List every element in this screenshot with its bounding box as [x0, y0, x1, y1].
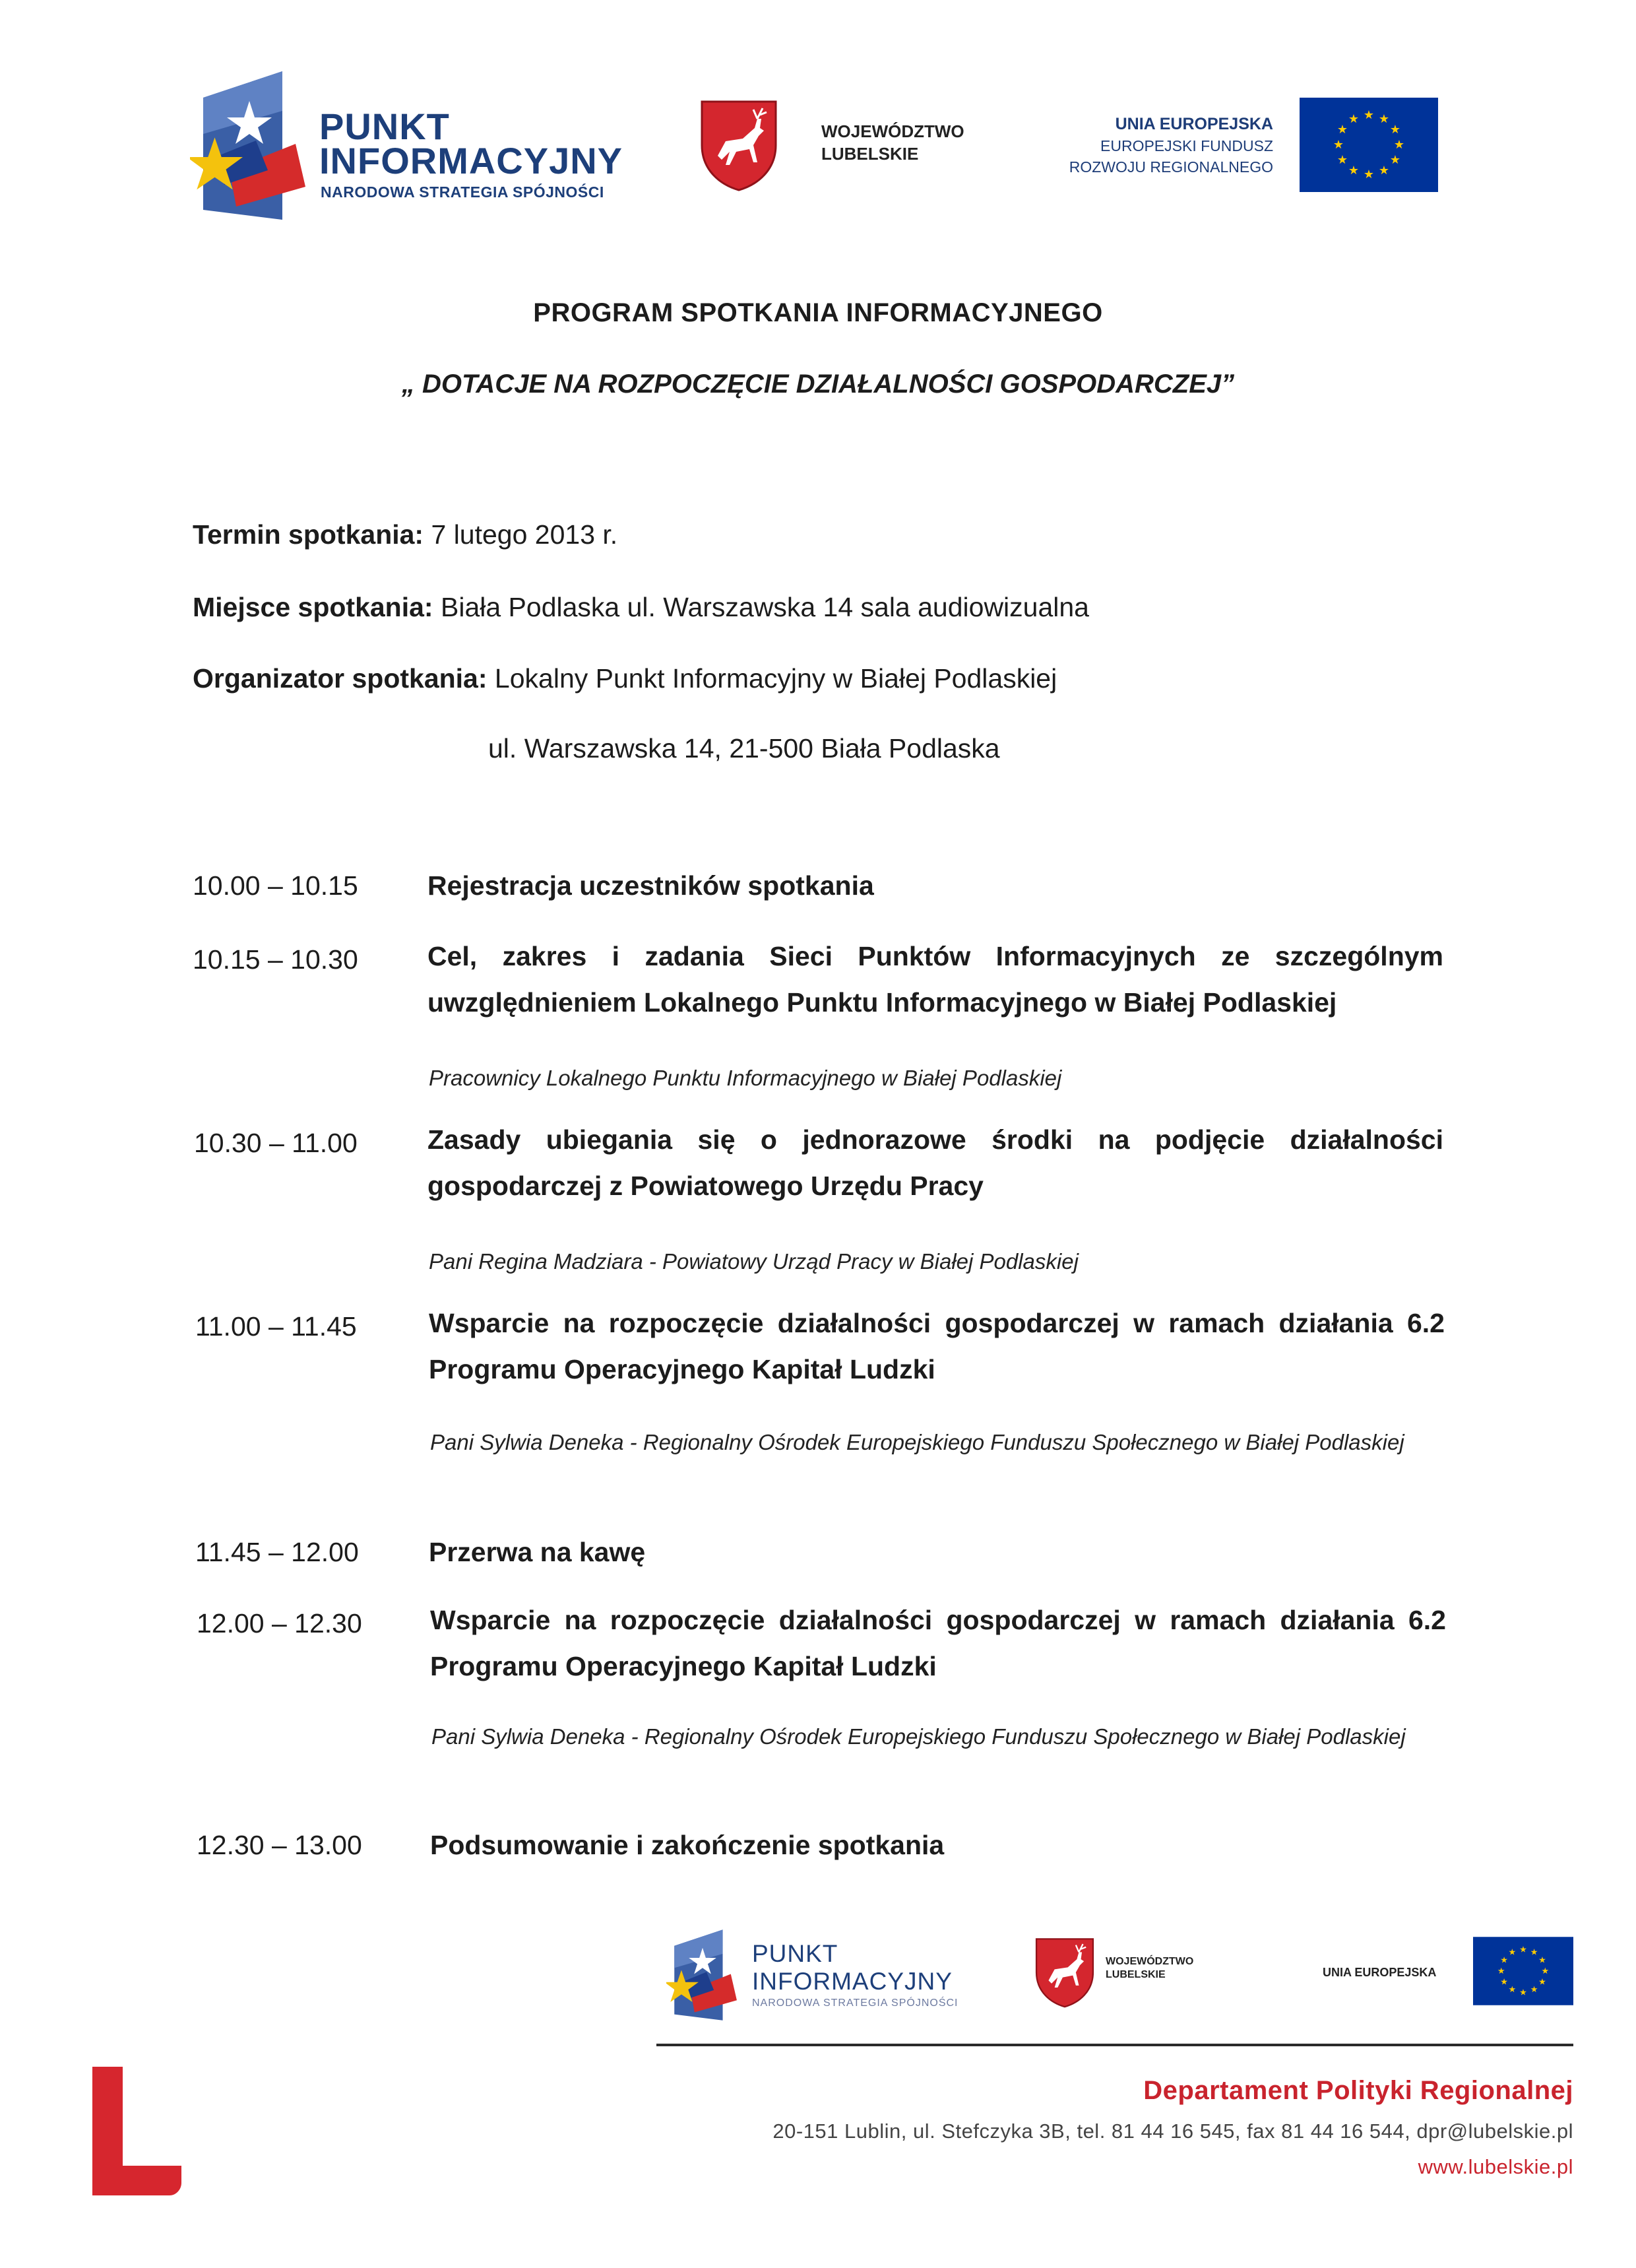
footer-address: 20-151 Lublin, ul. Stefczyka 3B, tel. 81 44 16 545, fax 81 44 16 544, dpr@lubelskie.pl	[772, 2120, 1573, 2143]
region-logo-line1: WOJEWÓDZTWO	[821, 121, 964, 141]
agenda-title: Zasady ubiegania się o jednorazowe środki na podjęcie działalności gospodarczej z Powiatowego Urzędu Pracy	[427, 1124, 1443, 1201]
eu-flag-icon	[1300, 98, 1438, 192]
agenda-time: 10.15 – 10.30	[193, 944, 358, 975]
meeting-date-label: Termin spotkania:	[193, 519, 424, 550]
meeting-place-value: Biała Podlaska ul. Warszawska 14 sala audiowizualna	[440, 592, 1089, 622]
agenda-speaker: Pani Sylwia Deneka - Regionalny Ośrodek Europejskiego Funduszu Społecznego w Białej Podlaskiej	[430, 1430, 1404, 1454]
agenda-title: Cel, zakres i zadania Sieci Punktów Informacyjnych ze szczególnym uwzględnieniem Lokalnego Punktu Informacyjnego w Białej Podlaskiej	[427, 941, 1443, 1018]
agenda-title: Wsparcie na rozpoczęcie działalności gospodarczej w ramach działania 6.2 Programu Operacyjnego Kapitał Ludzki	[429, 1308, 1445, 1384]
punkt-logo-line3: NARODOWA STRATEGIA SPÓJNOŚCI	[321, 183, 604, 201]
svg-text:★: ★	[1363, 168, 1375, 181]
footer-department: Departament Polityki Regionalnej	[1143, 2076, 1573, 2105]
footer-eu-label: UNIA EUROPEJSKA	[1323, 1966, 1437, 1979]
agenda-speaker: Pracownicy Lokalnego Punktu Informacyjnego w Białej Podlaskiej	[429, 1066, 1062, 1090]
footer-punkt-logo	[666, 1919, 1036, 2031]
svg-text:★: ★	[1378, 164, 1390, 178]
meeting-place-label: Miejsce spotkania:	[193, 592, 433, 622]
flag-with-stars-logo-icon	[666, 1919, 739, 2031]
agenda-time: 11.45 – 12.00	[195, 1537, 359, 1567]
agenda-speaker: Pani Regina Madziara - Powiatowy Urząd Pracy w Białej Podlaskiej	[429, 1249, 1079, 1274]
agenda-speaker: Pani Sylwia Deneka - Regionalny Ośrodek Europejskiego Funduszu Społecznego w Białej Podlaskiej	[431, 1724, 1406, 1749]
svg-text:★: ★	[1348, 112, 1360, 126]
agenda-title: Wsparcie na rozpoczęcie działalności gospodarczej w ramach działania 6.2 Programu Operacyjnego Kapitał Ludzki	[430, 1605, 1446, 1681]
eu-logo-line2: EUROPEJSKI FUNDUSZ	[1100, 137, 1273, 154]
svg-text:★: ★	[1530, 1947, 1538, 1958]
svg-text:★: ★	[1333, 138, 1344, 152]
footer-region-logo	[1034, 1937, 1252, 2009]
svg-text:★: ★	[1538, 1955, 1546, 1966]
svg-text:★: ★	[1348, 164, 1360, 178]
svg-text:★: ★	[1389, 153, 1401, 167]
eu-logo	[1016, 98, 1438, 193]
meeting-place	[193, 594, 1089, 621]
svg-text:★: ★	[1500, 1955, 1508, 1966]
svg-text:★: ★	[1337, 123, 1348, 137]
flag-with-stars-logo-icon	[190, 71, 309, 220]
agenda-title: Rejestracja uczestników spotkania	[427, 870, 874, 901]
svg-text:★: ★	[1363, 108, 1375, 122]
svg-text:★: ★	[1508, 1947, 1517, 1958]
svg-text:★: ★	[1378, 112, 1390, 126]
footer-punkt-line3: NARODOWA STRATEGIA SPÓJNOŚCI	[752, 1997, 959, 2009]
meeting-date	[193, 521, 617, 548]
svg-text:★: ★	[1389, 123, 1401, 137]
agenda-title: Przerwa na kawę	[429, 1537, 646, 1567]
footer-punkt-line2: INFORMACYJNY	[752, 1968, 953, 1995]
program-subtitle: „ DOTACJE NA ROZPOCZĘCIE DZIAŁALNOŚCI GOSPODARCZEJ”	[401, 370, 1235, 399]
red-letter-l-logo-icon	[92, 2067, 181, 2195]
footer-region-line1: WOJEWÓDZTWO	[1106, 1956, 1194, 1967]
footer-divider	[656, 2044, 1573, 2046]
svg-text:★: ★	[1337, 153, 1348, 167]
punkt-logo-line2: INFORMACYJNY	[319, 140, 623, 181]
footer-website-link[interactable]: www.lubelskie.pl	[1418, 2155, 1573, 2178]
footer-region-line2: LUBELSKIE	[1106, 1969, 1166, 1980]
deer-shield-icon	[699, 99, 778, 191]
meeting-date-value: 7 lutego 2013 r.	[431, 519, 618, 550]
eu-logo-line3: ROZWOJU REGIONALNEGO	[1069, 158, 1273, 176]
eu-flag-icon	[1473, 1937, 1573, 2005]
svg-text:★: ★	[1393, 138, 1405, 152]
svg-text:★: ★	[1519, 1988, 1527, 1998]
agenda-title: Podsumowanie i zakończenie spotkania	[430, 1830, 945, 1860]
agenda-time: 12.30 – 13.00	[197, 1830, 362, 1860]
region-logo-line2: LUBELSKIE	[821, 144, 919, 164]
wojewodztwo-lubelskie-logo	[699, 99, 1016, 198]
svg-text:★: ★	[1519, 1945, 1527, 1955]
agenda-time: 11.00 – 11.45	[195, 1311, 357, 1342]
footer-punkt-line1: PUNKT	[752, 1940, 838, 1967]
punkt-logo-line1: PUNKT	[319, 106, 450, 147]
meeting-organizer	[193, 665, 1057, 692]
meeting-organizer-address: ul. Warszawska 14, 21-500 Biała Podlaska	[488, 733, 1000, 763]
agenda-time: 10.00 – 10.15	[193, 870, 358, 901]
meeting-organizer-value: Lokalny Punkt Informacyjny w Białej Podlaskiej	[494, 663, 1057, 694]
svg-text:★: ★	[1508, 1985, 1517, 1995]
meeting-organizer-label: Organizator spotkania:	[193, 663, 488, 694]
svg-text:★: ★	[1530, 1985, 1538, 1995]
svg-text:★: ★	[1500, 1977, 1508, 1988]
svg-text:★: ★	[1497, 1966, 1505, 1976]
svg-text:★: ★	[1541, 1966, 1550, 1976]
eu-logo-line1: UNIA EUROPEJSKA	[1115, 115, 1273, 133]
deer-shield-icon	[1034, 1937, 1095, 2008]
agenda-time: 10.30 – 11.00	[194, 1128, 358, 1158]
program-title: PROGRAM SPOTKANIA INFORMACYJNEGO	[533, 298, 1103, 327]
svg-text:★: ★	[1538, 1977, 1546, 1988]
agenda-time: 12.00 – 12.30	[197, 1608, 362, 1638]
